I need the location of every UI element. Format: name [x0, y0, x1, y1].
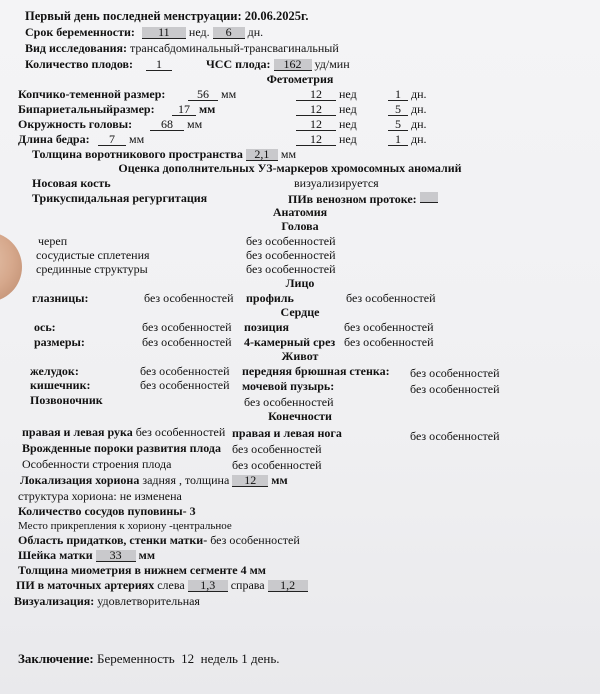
chorion-thickness: 12: [232, 475, 268, 487]
fl-days: 1: [388, 134, 408, 146]
hc-value-group: [150, 118, 202, 131]
bpd-weeks-group: [296, 103, 357, 116]
heart-rate-line: [206, 58, 350, 71]
bpd-days-unit: дн.: [411, 102, 427, 116]
legs-label: правая и левая нога: [232, 426, 342, 440]
crl-weeks-unit: нед: [339, 87, 357, 101]
arms-value: без особенностей: [135, 425, 226, 439]
crl-value: 56: [188, 89, 218, 101]
pi-label: ПИ в маточных артериях: [16, 578, 155, 592]
chorion-loc-value: задняя , толщина: [142, 473, 230, 487]
fl-value-group: [98, 133, 144, 146]
hc-weeks: 12: [296, 119, 336, 131]
stomach-label: желудок:: [30, 364, 79, 378]
lmp-label: Первый день последней менструации:: [25, 9, 242, 23]
heart-size-label: размеры:: [34, 335, 85, 349]
pi-left-value: 1,3: [188, 580, 228, 592]
heart-size-value: без особенностей: [142, 335, 232, 349]
chorion-loc-label: Локализация хориона: [20, 473, 140, 487]
umbilical-vessels: Количество сосудов пуповины- 3: [18, 504, 196, 518]
legs-value: без особенностей: [410, 429, 500, 443]
nt-unit: мм: [280, 147, 297, 161]
pi-right-label: справа: [230, 578, 265, 592]
skull-label: череп: [38, 234, 68, 248]
fl-weeks-unit: нед: [339, 132, 357, 146]
heart-title: Сердце: [280, 305, 320, 319]
lmp-value: 20.06.2025г.: [244, 9, 309, 23]
pi-left-label: слева: [157, 578, 185, 592]
hc-weeks-unit: нед: [339, 117, 357, 131]
hc-days: 5: [388, 119, 408, 131]
bpd-days: 5: [388, 104, 408, 116]
visualization-line: [14, 595, 200, 608]
chorion-unit: мм: [271, 473, 288, 487]
fl-value: 7: [98, 134, 126, 146]
myometrium: Толщина миометрия в нижнем сегменте 4 мм: [18, 563, 266, 577]
cord-attachment: Место прикрепления к хориону -центральное: [18, 520, 232, 532]
bpd-days-group: [388, 103, 427, 116]
fl-weeks: 12: [296, 134, 336, 146]
chorion-structure: структура хориона: не изменена: [18, 489, 182, 503]
orbits-label: глазницы:: [32, 291, 89, 305]
conclusion-line: [18, 652, 280, 665]
skull-value: без особенностей: [246, 234, 336, 248]
malformations-value: без особенностей: [232, 442, 322, 456]
stomach-value: без особенностей: [140, 364, 230, 378]
tricuspid-label: Трикуспидальная регургитация: [32, 191, 208, 205]
bowel-label: кишечник:: [30, 378, 91, 392]
bpd-unit: мм: [199, 102, 216, 116]
exam-label: Вид исследования:: [25, 41, 128, 55]
pi-line: [16, 579, 308, 592]
conclusion-label: Заключение:: [18, 651, 94, 666]
term-weeks: 11: [142, 27, 186, 39]
adnexa-line: [18, 534, 300, 547]
bpd-label: Бипариетальныйразмер:: [18, 102, 155, 116]
finger-image: [0, 232, 22, 302]
abd-wall-value: без особенностей: [410, 366, 500, 380]
midline-value: без особенностей: [246, 262, 336, 276]
pi-right-value: 1,2: [268, 580, 308, 592]
plexus-label: сосудистые сплетения: [36, 248, 150, 262]
features-label: Особенности строения плода: [22, 457, 172, 471]
fl-weeks-group: [296, 133, 357, 146]
chorion-line: [20, 474, 288, 487]
axis-value: без особенностей: [142, 320, 232, 334]
head-title: Голова: [281, 219, 319, 233]
spine-label: Позвоночник: [30, 393, 103, 407]
bpd-value-group: [172, 103, 215, 116]
crl-days-unit: дн.: [411, 87, 427, 101]
heart-rate-unit: уд/мин: [314, 57, 350, 71]
profile-value: без особенностей: [346, 291, 436, 305]
four-chamber-value: без особенностей: [344, 335, 434, 349]
fetometry-title: Фетометрия: [266, 72, 334, 86]
crl-value-group: [188, 88, 236, 101]
nt-line: [32, 148, 296, 161]
crl-days-group: [388, 88, 427, 101]
nasal-bone-label: Носовая кость: [32, 176, 111, 190]
fetus-count-label: Количество плодов:: [25, 57, 133, 71]
visualization-label: Визуализация:: [14, 594, 95, 608]
exam-value: трансабдоминальный-трансвагинальный: [130, 41, 339, 55]
heart-rate-label: ЧСС плода:: [206, 57, 271, 71]
adnexa-label: Область придатков, стенки матки-: [18, 533, 208, 547]
adnexa-value: без особенностей: [210, 533, 300, 547]
dv-value-box: [420, 192, 438, 203]
hc-label: Окружность головы:: [18, 117, 133, 131]
dv-line: [288, 192, 438, 206]
term-days: 6: [213, 27, 245, 39]
nt-value: 2,1: [246, 149, 278, 161]
arms-label: правая и левая рука: [22, 425, 133, 439]
crl-unit: мм: [221, 87, 237, 101]
crl-weeks-group: [296, 88, 357, 101]
hc-value: 68: [150, 119, 184, 131]
crl-weeks: 12: [296, 89, 336, 101]
crl-days: 1: [388, 89, 408, 101]
hc-days-unit: дн.: [411, 117, 427, 131]
bowel-value: без особенностей: [140, 378, 230, 392]
malformations-label: Врожденные пороки развития плода: [22, 441, 221, 455]
cervix-unit: мм: [138, 548, 156, 562]
hc-unit: мм: [187, 117, 203, 131]
arms-line: [22, 426, 225, 439]
position-value: без особенностей: [344, 320, 434, 334]
midline-label: срединные структуры: [36, 262, 148, 276]
fl-days-unit: дн.: [411, 132, 427, 146]
four-chamber-label: 4-камерный срез: [244, 335, 336, 349]
cervix-line: [18, 549, 155, 562]
visualization-value: удовлетворительная: [97, 594, 200, 608]
anatomy-title: Анатомия: [272, 205, 328, 219]
dv-label: ПИв венозном протоке:: [288, 192, 417, 206]
profile-label: профиль: [246, 291, 294, 305]
fl-unit: мм: [129, 132, 145, 146]
nasal-bone-value: визуализируется: [294, 176, 379, 190]
bpd-weeks: 12: [296, 104, 336, 116]
axis-label: ось:: [34, 320, 56, 334]
hc-weeks-group: [296, 118, 357, 131]
face-title: Лицо: [285, 276, 315, 290]
fetus-count-value: 1: [146, 59, 172, 71]
bladder-label: мочевой пузырь:: [242, 379, 335, 393]
fl-label: Длина бедра:: [18, 132, 90, 146]
term-label: Срок беременности:: [25, 25, 135, 39]
bpd-weeks-unit: нед: [339, 102, 357, 116]
term-line: [25, 26, 263, 39]
cervix-label: Шейка матки: [18, 548, 93, 562]
cervix-value: 33: [96, 550, 136, 562]
orbits-value: без особенностей: [144, 291, 234, 305]
fetus-count-line: [25, 58, 172, 71]
bpd-value: 17: [172, 104, 196, 116]
term-weeks-unit: нед.: [188, 25, 210, 39]
fl-days-group: [388, 133, 427, 146]
term-days-unit: дн.: [247, 25, 264, 39]
spine-value: без особенностей: [244, 395, 334, 409]
exam-line: [25, 42, 339, 55]
conclusion-value: Беременность 12 недель 1 день.: [97, 651, 280, 666]
hc-days-group: [388, 118, 427, 131]
bladder-value: без особенностей: [410, 382, 500, 396]
nt-label: Толщина воротникового пространства: [32, 147, 243, 161]
markers-title: Оценка дополнительных УЗ-маркеров хромосомных аномалий: [118, 161, 462, 175]
lmp-line: [25, 10, 308, 23]
position-label: позиция: [244, 320, 289, 334]
features-value: без особенностей: [232, 458, 322, 472]
abdomen-title: Живот: [281, 349, 319, 363]
limbs-title: Конечности: [268, 409, 332, 423]
plexus-value: без особенностей: [246, 248, 336, 262]
crl-label: Копчико-теменной размер:: [18, 87, 166, 101]
heart-rate-value: 162: [274, 59, 312, 71]
abd-wall-label: передняя брюшная стенка:: [242, 364, 390, 378]
